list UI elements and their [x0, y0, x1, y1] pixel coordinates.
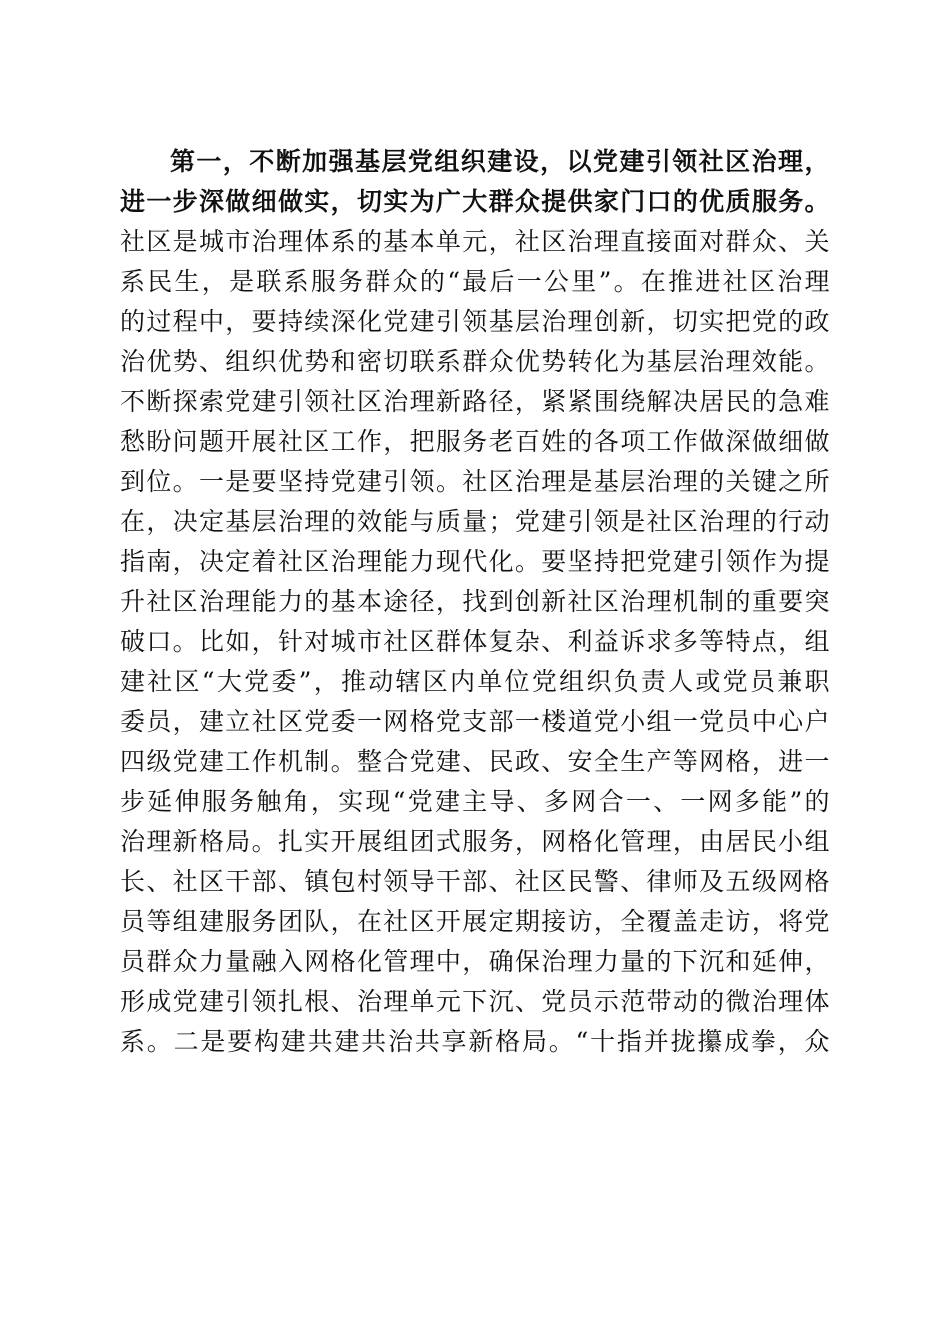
text-line: 系。二是要构建共建共治共享新格局。“十指并拢攥成拳，众	[120, 1027, 830, 1056]
text-line: 破口。比如，针对城市社区群体复杂、利益诉求多等特点，组	[120, 627, 830, 656]
body-text	[120, 142, 830, 1062]
text-line: 四级党建工作机制。整合党建、民政、安全生产等网格，进一	[120, 747, 830, 776]
text-line: 升社区治理能力的基本途径，找到创新社区治理机制的重要突	[120, 587, 830, 616]
text-line: 愁盼问题开展社区工作，把服务老百姓的各项工作做深做细做	[120, 427, 830, 456]
text-line: 在，决定基层治理的效能与质量；党建引领是社区治理的行动	[120, 507, 830, 536]
text-line: 治理新格局。扎实开展组团式服务，网格化管理，由居民小组	[120, 827, 830, 856]
text-line: 员等组建服务团队，在社区开展定期接访，全覆盖走访，将党	[120, 907, 830, 936]
text-line: 员群众力量融入网格化管理中，确保治理力量的下沉和延伸，	[120, 947, 830, 976]
text-line: 长、社区干部、镇包村领导干部、社区民警、律师及五级网格	[120, 867, 830, 896]
text-line: 步延伸服务触角，实现“党建主导、多网合一、一网多能”的	[120, 787, 830, 816]
text-line: 社区是城市治理体系的基本单元，社区治理直接面对群众、关	[120, 227, 830, 256]
text-line: 建社区“大党委”，推动辖区内单位党组织负责人或党员兼职	[120, 667, 830, 696]
text-line: 形成党建引领扎根、治理单元下沉、党员示范带动的微治理体	[120, 987, 830, 1016]
text-line: 第一，不断加强基层党组织建设，以党建引领社区治理，	[170, 147, 830, 176]
text-line: 指南，决定着社区治理能力现代化。要坚持把党建引领作为提	[120, 547, 830, 576]
text-line: 系民生，是联系服务群众的“最后一公里”。在推进社区治理	[120, 267, 830, 296]
text-line: 治优势、组织优势和密切联系群众优势转化为基层治理效能。	[120, 347, 830, 376]
text-line: 委员，建立社区党委一网格党支部一楼道党小组一党员中心户	[120, 707, 830, 736]
text-line: 的过程中，要持续深化党建引领基层治理创新，切实把党的政	[120, 307, 830, 336]
text-line: 进一步深做细做实，切实为广大群众提供家门口的优质服务。	[120, 187, 830, 216]
text-line: 到位。一是要坚持党建引领。社区治理是基层治理的关键之所	[120, 467, 830, 496]
text-line: 不断探索党建引领社区治理新路径，紧紧围绕解决居民的急难	[120, 387, 830, 416]
